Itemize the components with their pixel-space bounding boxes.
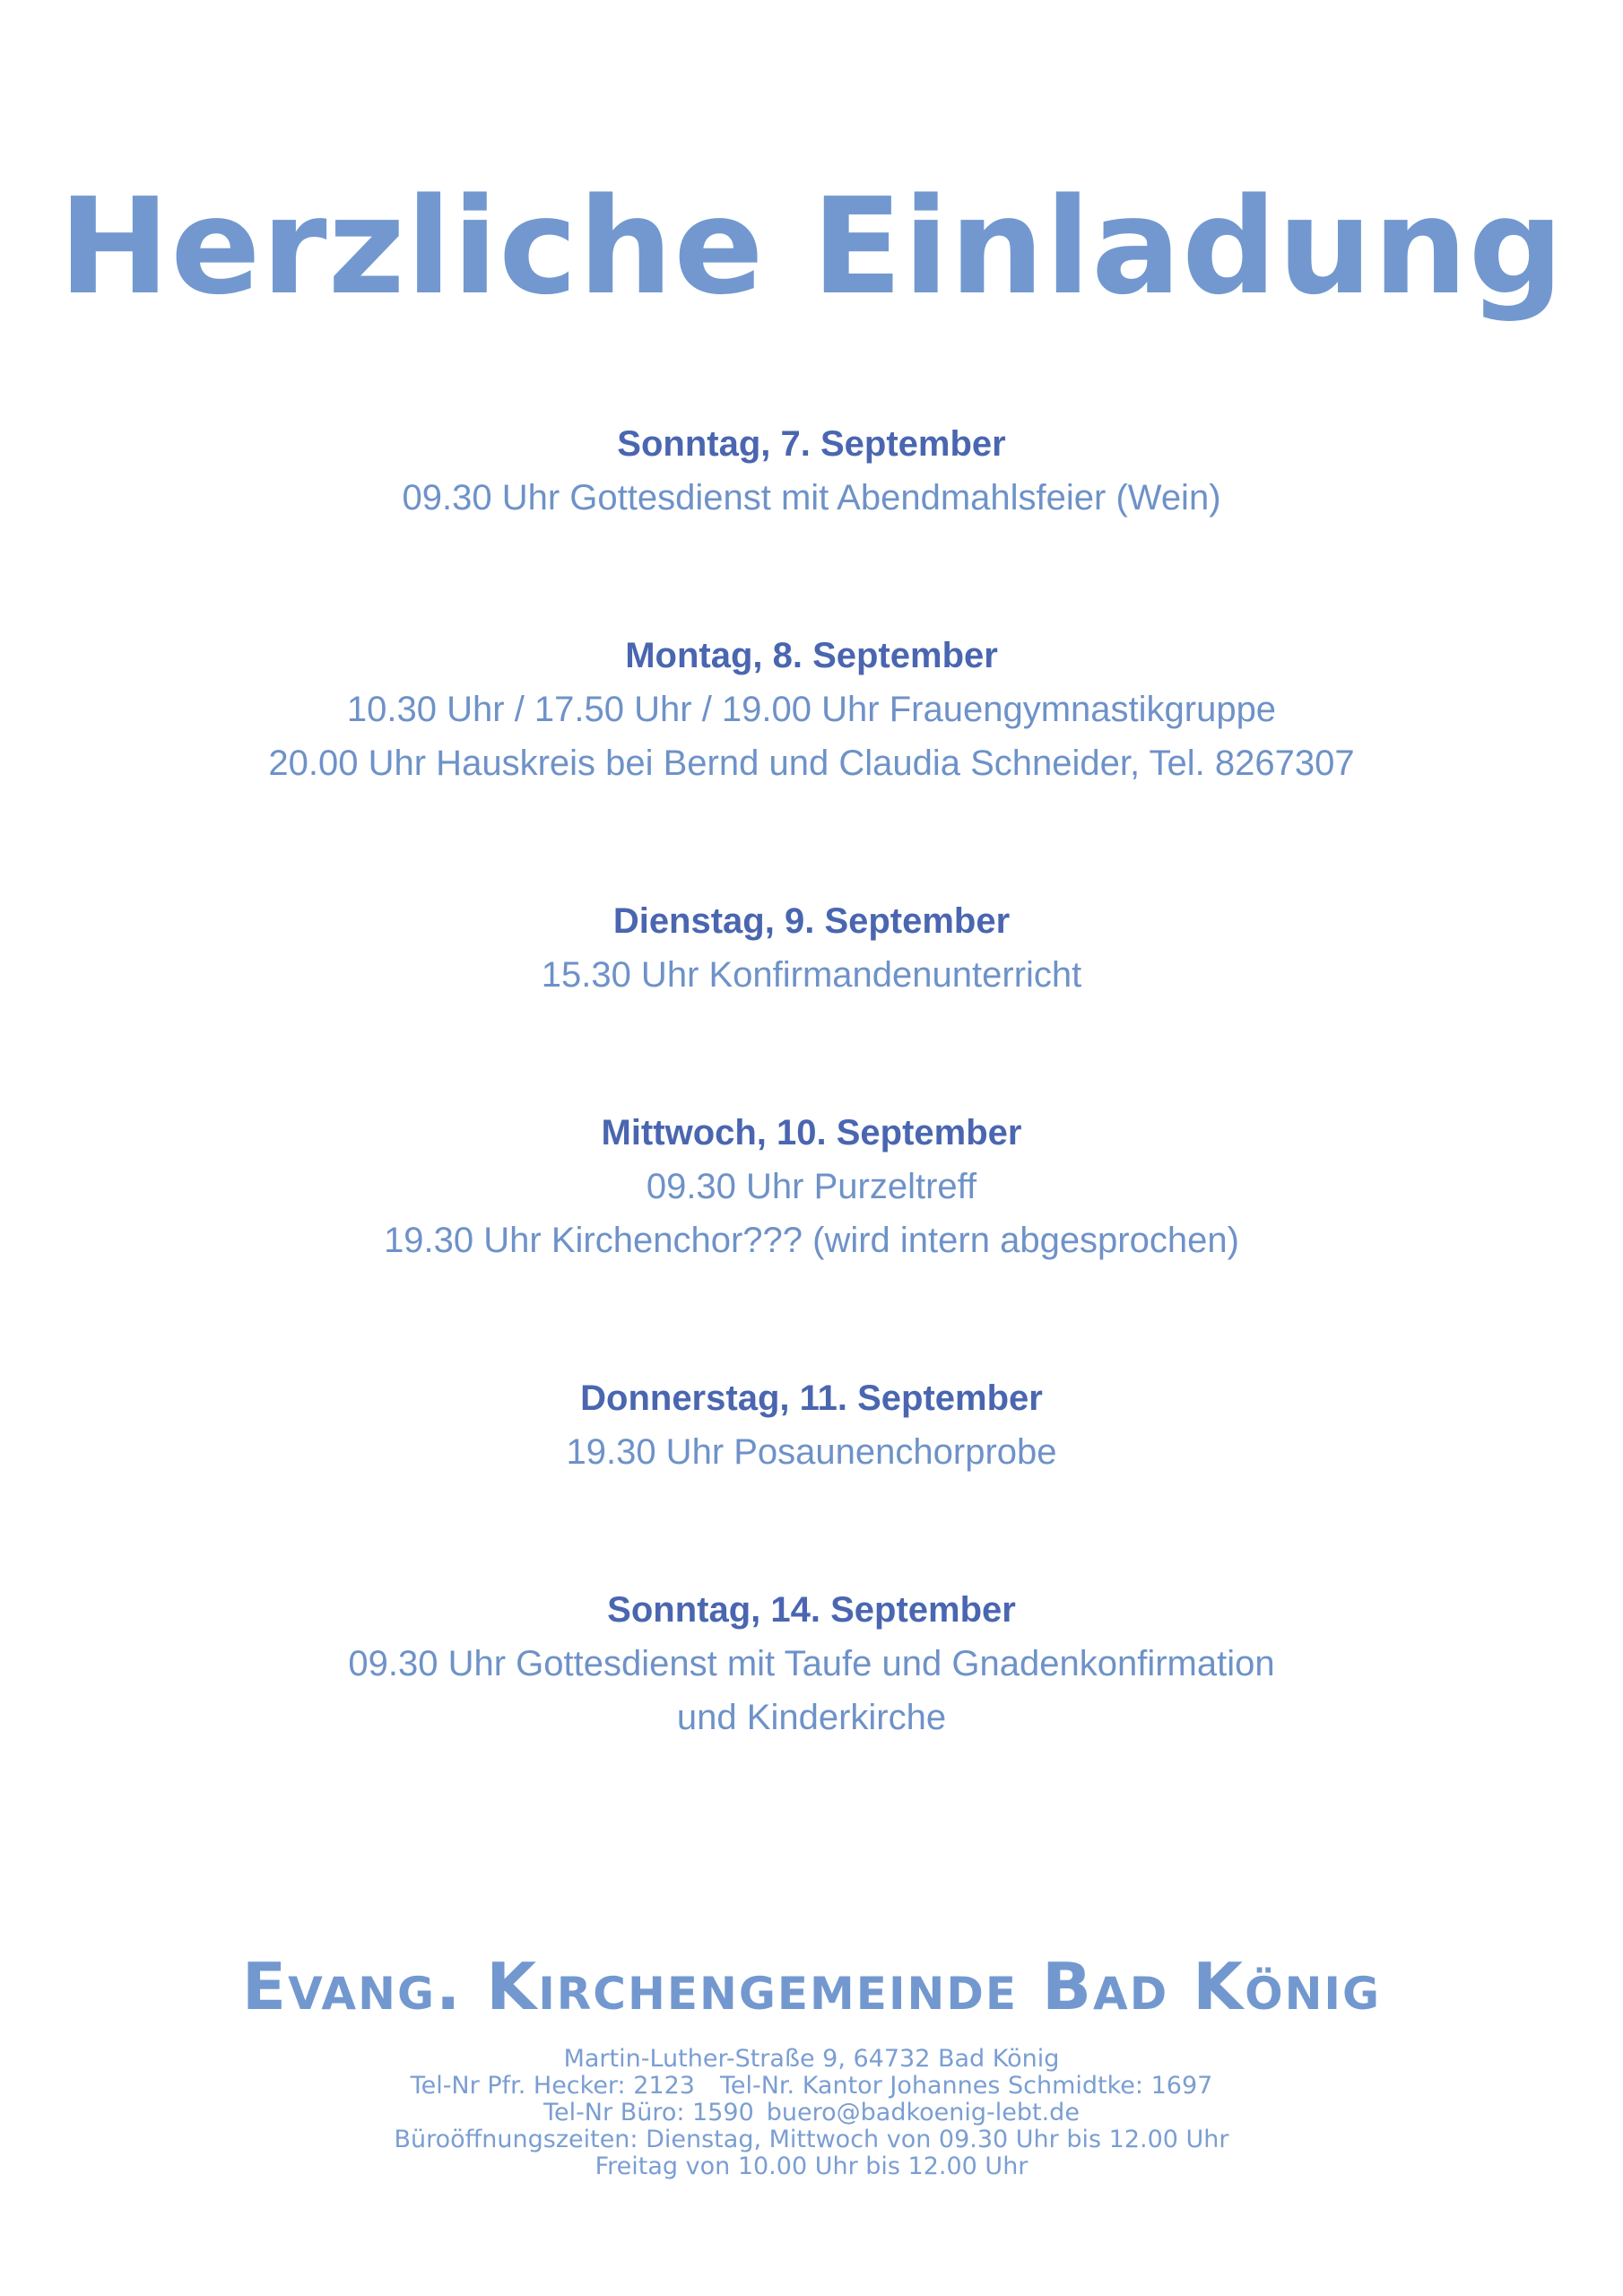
address: Martin-Luther-Straße 9, 64732 Bad König	[563, 2045, 1060, 2073]
phone-kantor: Tel-Nr. Kantor Johannes Schmidtke: 1697	[719, 2072, 1213, 2100]
phone-row	[0, 2073, 1623, 2100]
event-line: 19.30 Uhr Posaunenchorprobe	[566, 1432, 1057, 1472]
event-day: Montag, 8. September	[625, 636, 998, 675]
footer	[0, 1942, 1623, 2180]
event-day: Donnerstag, 11. September	[580, 1378, 1043, 1418]
event-line: 09.30 Uhr Purzeltreff	[646, 1167, 977, 1206]
phone-pastor: Tel-Nr Pfr. Hecker: 2123	[410, 2072, 695, 2100]
office-hours-friday: Freitag von 10.00 Uhr bis 12.00 Uhr	[595, 2152, 1028, 2180]
event-day: Dienstag, 9. September	[612, 901, 1011, 941]
event-day: Mittwoch, 10. September	[601, 1113, 1022, 1152]
event-line: 10.30 Uhr / 17.50 Uhr / 19.00 Uhr Frauengymnastikgruppe	[346, 690, 1277, 729]
office-hours: Büroöffnungszeiten: Dienstag, Mittwoch von 09.30 Uhr bis 12.00 Uhr	[394, 2126, 1229, 2153]
organization-name: Evang. Kirchengemeinde Bad König	[241, 1949, 1382, 2024]
event-line: 09.30 Uhr Gottesdienst mit Taufe und Gnadenkonfirmation	[348, 1644, 1275, 1683]
event-day: Sonntag, 7. September	[617, 424, 1006, 464]
email-link[interactable]: buero@badkoenig-lebt.de	[766, 2099, 1080, 2126]
event-item	[0, 894, 1623, 1002]
event-line: 09.30 Uhr Gottesdienst mit Abendmahlsfeier (Wein)	[402, 478, 1221, 517]
event-item	[0, 629, 1623, 790]
page-title: Herzliche Einladung	[58, 170, 1565, 324]
event-line: 15.30 Uhr Konfirmandenunterricht	[541, 955, 1082, 995]
event-item	[0, 417, 1623, 525]
event-line: 20.00 Uhr Hauskreis bei Bernd und Claudia Schneider, Tel. 8267307	[268, 744, 1355, 783]
event-day: Sonntag, 14. September	[607, 1590, 1016, 1630]
event-line: und Kinderkirche	[676, 1698, 947, 1737]
event-line: 19.30 Uhr Kirchenchor??? (wird intern abgesprochen)	[384, 1221, 1239, 1260]
event-item	[0, 1371, 1623, 1479]
contact-block	[0, 2046, 1623, 2180]
phone-office: Tel-Nr Büro: 1590	[543, 2099, 754, 2126]
event-list	[0, 417, 1623, 1744]
office-row	[0, 2100, 1623, 2126]
event-item	[0, 1106, 1623, 1267]
event-item	[0, 1583, 1623, 1744]
